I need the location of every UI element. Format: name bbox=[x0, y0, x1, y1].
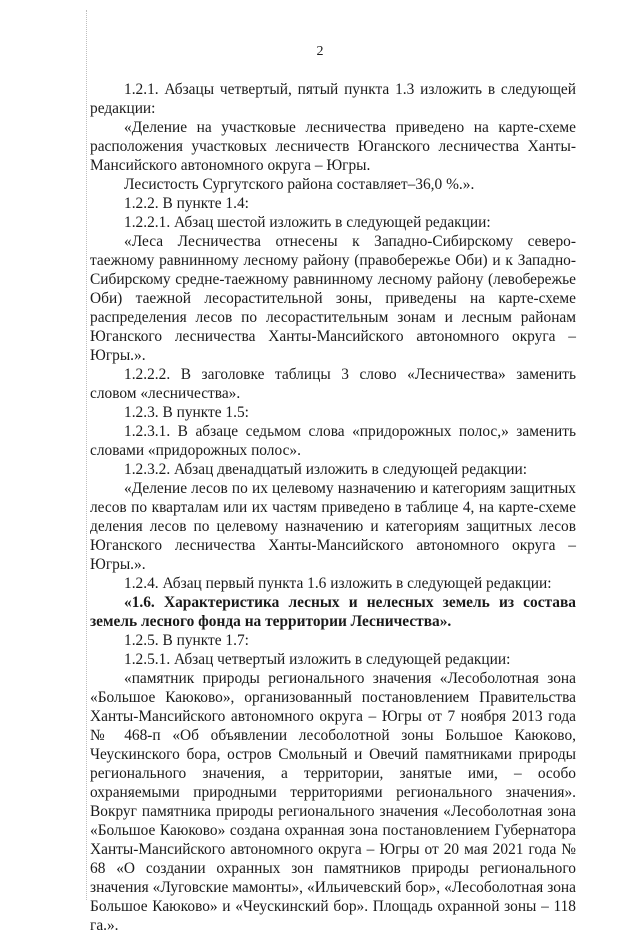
page-number: 2 bbox=[316, 44, 324, 59]
document-body bbox=[90, 80, 576, 935]
paragraph-quote-protective: «Деление лесов по их целевому назначению и категориям защитных лесов по кварталам или их частям приведено в таблице 4, на карте-схеме деления лесов по целевому назначению и категориям защитных лесов Юганского лесничества Ханты-Мансийского автономного округа – Югры.». bbox=[90, 480, 576, 573]
paragraph-1-2-5-1: 1.2.5.1. Абзац четвертый изложить в следующей редакции: bbox=[124, 651, 511, 668]
paragraph-heading-1-6: «1.6. Характеристика лесных и нелесных земель из состава земель лесного фонда на территории Лесничества». bbox=[90, 594, 576, 630]
paragraph-forest-cover: Лесистость Сургутского района составляет–36,0 %.». bbox=[124, 176, 475, 193]
paragraph-1-2-4: 1.2.4. Абзац первый пункта 1.6 изложить в следующей редакции: bbox=[124, 575, 552, 592]
paragraph-1-2-1: 1.2.1. Абзацы четвертый, пятый пункта 1.3 изложить в следующей редакции: bbox=[90, 81, 576, 117]
paragraph-1-2-5: 1.2.5. В пункте 1.7: bbox=[124, 632, 249, 649]
paragraph-quote-division: «Деление на участковые лесничества приведено на карте-схеме расположения участковых лесничеств Юганского лесничества Ханты-Мансийского автономного округа – Югры. bbox=[90, 119, 576, 174]
paragraph-1-2-2-2: 1.2.2.2. В заголовке таблицы 3 слово «Лесничества» заменить словом «лесничества». bbox=[90, 366, 576, 402]
paragraph-1-2-3-1: 1.2.3.1. В абзаце седьмом слова «придорожных полос,» заменить словами «придорожных полос». bbox=[90, 423, 576, 459]
paragraph-quote-monument: «памятник природы регионального значения «Лесоболотная зона «Большое Каюково», организованный постановлением Правительства Ханты-Мансийского автономного округа – Югры от 7 ноября 2013 года № 468-п «Об объявлении лесоболотной зоны Большое Каюково, Чеускинского бора, остров Смольный и Овечий памятниками природы регионального значения, а территории, занятые ими, – особо охраняемыми природными территориями регионального значения». Вокруг памятника природы регионального значения «Лесоболотная зона «Большое Каюково» создана охранная зона постановлением Губернатора Ханты-Мансийского автономного округа – Югры от 20 мая 2021 года № 68 «О создании охранных зон памятников природы регионального значения «Луговские мамонты», «Ильичевский бор», «Лесоболотная зона Большое Каюково» и «Чеускинский бор». Площадь охранной зоны – 118 га.». bbox=[90, 670, 576, 934]
paragraph-quote-forests: «Леса Лесничества отнесены к Западно-Сибирскому северо-таежному равнинному лесному району (правобережье Оби) и к Западно-Сибирскому средне-таежному равнинному лесному району (левобережье Оби) таежной лесорастительной зоны, приведены на карте-схеме распределения лесов по лесорастительным зонам и лесным районам Юганского лесничества Ханты-Мансийского автономного округа – Югры.». bbox=[90, 233, 576, 364]
paragraph-1-2-3: 1.2.3. В пункте 1.5: bbox=[124, 404, 249, 421]
paragraph-1-2-2-1: 1.2.2.1. Абзац шестой изложить в следующей редакции: bbox=[124, 214, 491, 231]
paragraph-1-2-2: 1.2.2. В пункте 1.4: bbox=[124, 195, 249, 212]
scan-margin-line bbox=[86, 10, 87, 900]
paragraph-1-2-3-2: 1.2.3.2. Абзац двенадцатый изложить в следующей редакции: bbox=[124, 461, 527, 478]
